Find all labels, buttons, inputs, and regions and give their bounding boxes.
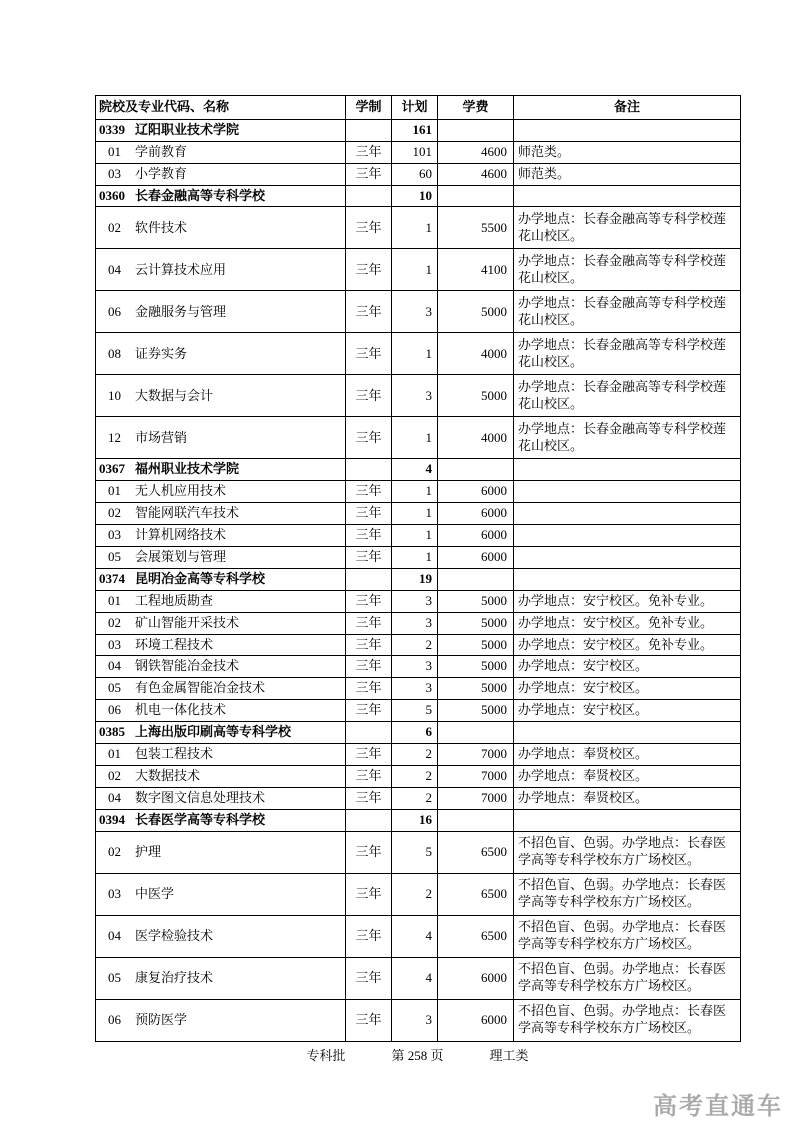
cell-plan: 3 bbox=[392, 612, 438, 634]
major-code: 04 bbox=[108, 658, 121, 674]
major-row bbox=[96, 141, 741, 163]
major-name: 计算机网络技术 bbox=[135, 527, 227, 543]
cell-plan: 60 bbox=[392, 163, 438, 185]
cell-plan: 1 bbox=[392, 503, 438, 525]
major-name: 医学检验技术 bbox=[135, 927, 214, 943]
major-name: 智能网联汽车技术 bbox=[135, 505, 240, 521]
major-code: 01 bbox=[108, 746, 121, 762]
cell-note bbox=[514, 568, 741, 590]
cell-duration bbox=[346, 809, 392, 831]
major-code: 12 bbox=[108, 429, 121, 445]
cell-plan: 1 bbox=[392, 525, 438, 547]
cell-code-name bbox=[96, 634, 346, 656]
major-name: 大数据技术 bbox=[135, 767, 201, 783]
school-code: 0367 bbox=[99, 461, 125, 477]
major-code: 01 bbox=[108, 592, 121, 608]
major-row bbox=[96, 333, 741, 375]
major-row bbox=[96, 999, 741, 1041]
cell-duration: 三年 bbox=[346, 481, 392, 503]
cell-code-name bbox=[96, 744, 346, 766]
major-code: 01 bbox=[108, 483, 121, 499]
header-fee: 学费 bbox=[438, 96, 514, 120]
cell-duration: 三年 bbox=[346, 333, 392, 375]
school-row bbox=[96, 568, 741, 590]
cell-code-name bbox=[96, 612, 346, 634]
cell-duration: 三年 bbox=[346, 590, 392, 612]
cell-code-name bbox=[96, 333, 346, 375]
cell-fee: 4600 bbox=[438, 141, 514, 163]
cell-duration: 三年 bbox=[346, 634, 392, 656]
cell-duration: 三年 bbox=[346, 141, 392, 163]
table-body bbox=[96, 119, 741, 1041]
cell-plan: 10 bbox=[392, 185, 438, 207]
cell-note bbox=[514, 185, 741, 207]
cell-fee: 4000 bbox=[438, 417, 514, 459]
cell-code-name bbox=[96, 999, 346, 1041]
school-name: 辽阳职业技术学院 bbox=[135, 121, 240, 137]
cell-plan: 1 bbox=[392, 333, 438, 375]
major-code: 04 bbox=[108, 927, 121, 943]
cell-note: 办学地点：安宁校区。免补专业。 bbox=[514, 612, 741, 634]
cell-fee: 6000 bbox=[438, 481, 514, 503]
footer-page-number: 第 258 页 bbox=[391, 1048, 444, 1063]
school-name: 上海出版印刷高等专科学校 bbox=[135, 724, 292, 740]
cell-note bbox=[514, 459, 741, 481]
school-name: 昆明冶金高等专科学校 bbox=[135, 570, 266, 586]
major-code: 04 bbox=[108, 261, 121, 277]
major-name: 云计算技术应用 bbox=[135, 261, 227, 277]
cell-plan: 3 bbox=[392, 678, 438, 700]
cell-note: 不招色盲、色弱。办学地点：长春医学高等专科学校东方广场校区。 bbox=[514, 915, 741, 957]
header-row bbox=[96, 96, 741, 120]
major-code: 05 bbox=[108, 969, 121, 985]
cell-plan: 1 bbox=[392, 207, 438, 249]
school-row bbox=[96, 722, 741, 744]
cell-code-name bbox=[96, 291, 346, 333]
cell-plan: 1 bbox=[392, 547, 438, 569]
cell-note bbox=[514, 503, 741, 525]
cell-plan: 19 bbox=[392, 568, 438, 590]
cell-code-name bbox=[96, 765, 346, 787]
cell-plan: 5 bbox=[392, 831, 438, 873]
cell-fee: 5000 bbox=[438, 656, 514, 678]
cell-code-name bbox=[96, 678, 346, 700]
major-row bbox=[96, 207, 741, 249]
cell-duration: 三年 bbox=[346, 656, 392, 678]
cell-code-name bbox=[96, 525, 346, 547]
cell-fee: 6000 bbox=[438, 957, 514, 999]
major-row bbox=[96, 525, 741, 547]
cell-code-name bbox=[96, 957, 346, 999]
major-row bbox=[96, 417, 741, 459]
school-row bbox=[96, 809, 741, 831]
major-name: 会展策划与管理 bbox=[135, 549, 227, 565]
cell-plan: 4 bbox=[392, 459, 438, 481]
cell-fee: 4100 bbox=[438, 249, 514, 291]
major-row bbox=[96, 503, 741, 525]
cell-code-name bbox=[96, 249, 346, 291]
major-row bbox=[96, 678, 741, 700]
cell-code-name bbox=[96, 417, 346, 459]
cell-plan: 2 bbox=[392, 787, 438, 809]
cell-fee bbox=[438, 568, 514, 590]
major-row bbox=[96, 590, 741, 612]
cell-code-name bbox=[96, 722, 346, 744]
cell-code-name bbox=[96, 207, 346, 249]
cell-code-name bbox=[96, 547, 346, 569]
major-name: 包装工程技术 bbox=[135, 746, 214, 762]
school-row bbox=[96, 119, 741, 141]
cell-note bbox=[514, 809, 741, 831]
major-row bbox=[96, 700, 741, 722]
cell-note: 不招色盲、色弱。办学地点：长春医学高等专科学校东方广场校区。 bbox=[514, 957, 741, 999]
cell-plan: 3 bbox=[392, 656, 438, 678]
cell-duration: 三年 bbox=[346, 525, 392, 547]
major-name: 证券实务 bbox=[135, 345, 188, 361]
major-row bbox=[96, 375, 741, 417]
cell-code-name bbox=[96, 459, 346, 481]
cell-plan: 3 bbox=[392, 999, 438, 1041]
major-code: 03 bbox=[108, 165, 121, 181]
cell-note bbox=[514, 525, 741, 547]
cell-code-name bbox=[96, 481, 346, 503]
cell-code-name bbox=[96, 809, 346, 831]
cell-plan: 161 bbox=[392, 119, 438, 141]
cell-note: 办学地点：奉贤校区。 bbox=[514, 744, 741, 766]
cell-duration: 三年 bbox=[346, 207, 392, 249]
admission-plan-table bbox=[95, 95, 741, 1042]
major-row bbox=[96, 873, 741, 915]
cell-duration bbox=[346, 185, 392, 207]
cell-duration bbox=[346, 119, 392, 141]
cell-duration: 三年 bbox=[346, 831, 392, 873]
cell-note: 不招色盲、色弱。办学地点：长春医学高等专科学校东方广场校区。 bbox=[514, 873, 741, 915]
cell-fee: 7000 bbox=[438, 744, 514, 766]
cell-fee: 6000 bbox=[438, 525, 514, 547]
school-name: 长春金融高等专科学校 bbox=[135, 187, 266, 203]
header-code-name: 院校及专业代码、名称 bbox=[96, 96, 346, 120]
major-name: 矿山智能开采技术 bbox=[135, 614, 240, 630]
cell-duration: 三年 bbox=[346, 678, 392, 700]
major-code: 03 bbox=[108, 636, 121, 652]
cell-code-name bbox=[96, 568, 346, 590]
major-code: 08 bbox=[108, 345, 121, 361]
major-name: 大数据与会计 bbox=[135, 387, 214, 403]
major-row bbox=[96, 656, 741, 678]
header-plan: 计划 bbox=[392, 96, 438, 120]
cell-fee bbox=[438, 459, 514, 481]
footer-category: 理工类 bbox=[489, 1048, 529, 1063]
header-note: 备注 bbox=[514, 96, 741, 120]
cell-fee: 5000 bbox=[438, 634, 514, 656]
watermark-logo: 高考直通车 bbox=[653, 1093, 783, 1120]
major-code: 02 bbox=[108, 505, 121, 521]
cell-duration: 三年 bbox=[346, 744, 392, 766]
cell-duration: 三年 bbox=[346, 873, 392, 915]
cell-note: 不招色盲、色弱。办学地点：长春医学高等专科学校东方广场校区。 bbox=[514, 831, 741, 873]
cell-code-name bbox=[96, 831, 346, 873]
major-row bbox=[96, 787, 741, 809]
school-row bbox=[96, 185, 741, 207]
cell-fee: 6000 bbox=[438, 999, 514, 1041]
cell-duration: 三年 bbox=[346, 417, 392, 459]
cell-plan: 4 bbox=[392, 957, 438, 999]
major-row bbox=[96, 831, 741, 873]
major-name: 金融服务与管理 bbox=[135, 303, 227, 319]
cell-code-name bbox=[96, 873, 346, 915]
cell-duration: 三年 bbox=[346, 700, 392, 722]
cell-code-name bbox=[96, 185, 346, 207]
cell-note: 办学地点：奉贤校区。 bbox=[514, 787, 741, 809]
cell-fee bbox=[438, 119, 514, 141]
school-name: 长春医学高等专科学校 bbox=[135, 811, 266, 827]
cell-code-name bbox=[96, 700, 346, 722]
cell-fee: 5000 bbox=[438, 375, 514, 417]
cell-note: 办学地点：奉贤校区。 bbox=[514, 765, 741, 787]
cell-plan: 3 bbox=[392, 291, 438, 333]
cell-code-name bbox=[96, 141, 346, 163]
cell-plan: 2 bbox=[392, 634, 438, 656]
cell-note bbox=[514, 481, 741, 503]
major-name: 护理 bbox=[135, 843, 162, 859]
cell-fee bbox=[438, 722, 514, 744]
cell-fee: 5500 bbox=[438, 207, 514, 249]
major-code: 06 bbox=[108, 1011, 121, 1027]
major-name: 有色金属智能冶金技术 bbox=[135, 680, 266, 696]
school-name: 福州职业技术学院 bbox=[135, 461, 240, 477]
major-row bbox=[96, 765, 741, 787]
cell-fee: 5000 bbox=[438, 612, 514, 634]
major-name: 小学教育 bbox=[135, 165, 188, 181]
major-code: 05 bbox=[108, 549, 121, 565]
cell-fee: 4000 bbox=[438, 333, 514, 375]
major-name: 工程地质勘查 bbox=[135, 592, 214, 608]
cell-duration: 三年 bbox=[346, 915, 392, 957]
major-name: 中医学 bbox=[135, 885, 175, 901]
cell-note: 办学地点：安宁校区。 bbox=[514, 700, 741, 722]
major-code: 01 bbox=[108, 143, 121, 159]
cell-fee bbox=[438, 809, 514, 831]
cell-duration: 三年 bbox=[346, 503, 392, 525]
school-code: 0339 bbox=[99, 121, 125, 137]
major-name: 市场营销 bbox=[135, 429, 188, 445]
major-row bbox=[96, 957, 741, 999]
cell-code-name bbox=[96, 503, 346, 525]
major-name: 康复治疗技术 bbox=[135, 969, 214, 985]
cell-fee: 6500 bbox=[438, 915, 514, 957]
cell-note: 办学地点：长春金融高等专科学校莲花山校区。 bbox=[514, 249, 741, 291]
cell-code-name bbox=[96, 590, 346, 612]
cell-fee: 4600 bbox=[438, 163, 514, 185]
cell-note: 办学地点：长春金融高等专科学校莲花山校区。 bbox=[514, 207, 741, 249]
cell-duration: 三年 bbox=[346, 765, 392, 787]
cell-note: 办学地点：安宁校区。免补专业。 bbox=[514, 590, 741, 612]
cell-duration bbox=[346, 722, 392, 744]
cell-duration: 三年 bbox=[346, 547, 392, 569]
major-name: 环境工程技术 bbox=[135, 636, 214, 652]
cell-plan: 5 bbox=[392, 700, 438, 722]
cell-note bbox=[514, 119, 741, 141]
major-code: 06 bbox=[108, 702, 121, 718]
school-code: 0394 bbox=[99, 811, 125, 827]
cell-duration: 三年 bbox=[346, 787, 392, 809]
cell-code-name bbox=[96, 656, 346, 678]
cell-fee: 6500 bbox=[438, 873, 514, 915]
cell-plan: 101 bbox=[392, 141, 438, 163]
cell-code-name bbox=[96, 119, 346, 141]
cell-plan: 16 bbox=[392, 809, 438, 831]
major-name: 数字图文信息处理技术 bbox=[135, 789, 266, 805]
cell-fee: 7000 bbox=[438, 765, 514, 787]
major-row bbox=[96, 612, 741, 634]
major-name: 学前教育 bbox=[135, 143, 188, 159]
cell-duration: 三年 bbox=[346, 163, 392, 185]
major-code: 06 bbox=[108, 303, 121, 319]
cell-code-name bbox=[96, 915, 346, 957]
cell-note: 师范类。 bbox=[514, 163, 741, 185]
cell-note: 办学地点：安宁校区。免补专业。 bbox=[514, 634, 741, 656]
major-name: 预防医学 bbox=[135, 1011, 188, 1027]
header-duration: 学制 bbox=[346, 96, 392, 120]
cell-fee: 5000 bbox=[438, 678, 514, 700]
school-code: 0374 bbox=[99, 570, 125, 586]
footer-batch: 专科批 bbox=[306, 1048, 346, 1063]
major-code: 02 bbox=[108, 219, 121, 235]
major-code: 03 bbox=[108, 527, 121, 543]
cell-plan: 2 bbox=[392, 744, 438, 766]
major-code: 10 bbox=[108, 387, 121, 403]
cell-plan: 4 bbox=[392, 915, 438, 957]
cell-note: 不招色盲、色弱。办学地点：长春医学高等专科学校东方广场校区。 bbox=[514, 999, 741, 1041]
major-row bbox=[96, 547, 741, 569]
cell-fee bbox=[438, 185, 514, 207]
school-code: 0385 bbox=[99, 724, 125, 740]
major-name: 软件技术 bbox=[135, 219, 188, 235]
page-footer bbox=[95, 1045, 740, 1064]
major-code: 03 bbox=[108, 885, 121, 901]
major-row bbox=[96, 634, 741, 656]
cell-plan: 1 bbox=[392, 481, 438, 503]
cell-fee: 6000 bbox=[438, 547, 514, 569]
major-row bbox=[96, 249, 741, 291]
cell-code-name bbox=[96, 787, 346, 809]
cell-plan: 3 bbox=[392, 590, 438, 612]
cell-fee: 5000 bbox=[438, 590, 514, 612]
major-code: 02 bbox=[108, 614, 121, 630]
cell-note: 办学地点：长春金融高等专科学校莲花山校区。 bbox=[514, 291, 741, 333]
cell-duration bbox=[346, 568, 392, 590]
cell-duration: 三年 bbox=[346, 612, 392, 634]
major-name: 机电一体化技术 bbox=[135, 702, 227, 718]
cell-note: 办学地点：长春金融高等专科学校莲花山校区。 bbox=[514, 375, 741, 417]
cell-note: 办学地点：安宁校区。 bbox=[514, 678, 741, 700]
cell-plan: 2 bbox=[392, 765, 438, 787]
major-code: 04 bbox=[108, 789, 121, 805]
major-code: 05 bbox=[108, 680, 121, 696]
cell-fee: 6000 bbox=[438, 503, 514, 525]
major-code: 02 bbox=[108, 843, 121, 859]
cell-plan: 1 bbox=[392, 249, 438, 291]
cell-plan: 2 bbox=[392, 873, 438, 915]
major-code: 02 bbox=[108, 767, 121, 783]
major-row bbox=[96, 744, 741, 766]
school-row bbox=[96, 459, 741, 481]
cell-note bbox=[514, 722, 741, 744]
cell-duration: 三年 bbox=[346, 999, 392, 1041]
major-row bbox=[96, 481, 741, 503]
cell-plan: 1 bbox=[392, 417, 438, 459]
cell-duration bbox=[346, 459, 392, 481]
cell-plan: 6 bbox=[392, 722, 438, 744]
major-row bbox=[96, 163, 741, 185]
cell-fee: 7000 bbox=[438, 787, 514, 809]
major-row bbox=[96, 291, 741, 333]
major-name: 无人机应用技术 bbox=[135, 483, 227, 499]
cell-code-name bbox=[96, 163, 346, 185]
cell-fee: 5000 bbox=[438, 291, 514, 333]
cell-plan: 3 bbox=[392, 375, 438, 417]
cell-fee: 6500 bbox=[438, 831, 514, 873]
cell-note: 办学地点：安宁校区。 bbox=[514, 656, 741, 678]
school-code: 0360 bbox=[99, 187, 125, 203]
cell-duration: 三年 bbox=[346, 291, 392, 333]
cell-note: 办学地点：长春金融高等专科学校莲花山校区。 bbox=[514, 417, 741, 459]
major-row bbox=[96, 915, 741, 957]
cell-duration: 三年 bbox=[346, 249, 392, 291]
cell-duration: 三年 bbox=[346, 375, 392, 417]
major-name: 钢铁智能冶金技术 bbox=[135, 658, 240, 674]
cell-duration: 三年 bbox=[346, 957, 392, 999]
cell-note bbox=[514, 547, 741, 569]
cell-fee: 5000 bbox=[438, 700, 514, 722]
cell-note: 师范类。 bbox=[514, 141, 741, 163]
cell-code-name bbox=[96, 375, 346, 417]
cell-note: 办学地点：长春金融高等专科学校莲花山校区。 bbox=[514, 333, 741, 375]
